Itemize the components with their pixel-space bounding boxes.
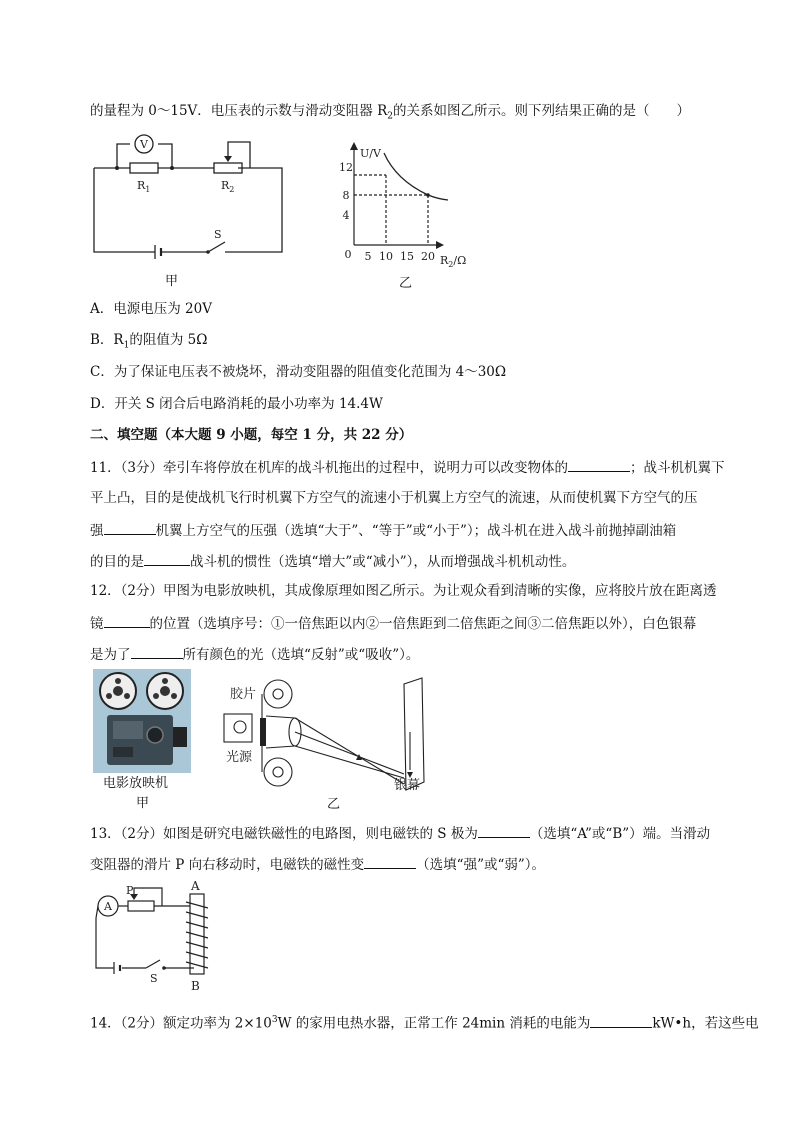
q11-line-1: 11．（3分）牵引车将停放在机库的战斗机拖出的过程中，说明力可以改变物体的 ；战斗机机翼下 (90, 456, 720, 478)
fig-jia-caption: 甲 (165, 274, 179, 289)
q10-option-a: A．电源电压为 20V (90, 301, 212, 317)
circuit-diagram-jia (90, 128, 290, 288)
svg-text:B: B (191, 979, 200, 993)
q10-stem: 的量程为 0～15V．电压表的示数与滑动变阻器 $R_2$的关系如图乙所示。则下列结果正确的是（ ） (90, 103, 690, 122)
svg-text:A: A (104, 900, 112, 913)
projector-label: 电影放映机 (103, 776, 169, 791)
answer-blank (568, 456, 630, 472)
q12-line-2: 镜 的位置（选填序号：①一倍焦距以内②一倍焦距到二倍焦距之间③二倍焦距以外），白色银幕 (90, 612, 720, 634)
svg-text:P: P (126, 884, 134, 897)
svg-text:胶片: 胶片 (230, 687, 257, 702)
projector-illustration (93, 669, 191, 773)
svg-text:U/V: U/V (360, 147, 381, 160)
svg-text:10: 10 (379, 250, 393, 263)
optics-caption: 乙 (327, 797, 341, 812)
svg-text:A: A (191, 879, 200, 893)
section-title: 二、填空题（本大题 9 小题，每空 1 分，共 22 分） (90, 427, 413, 443)
q14-line-1: 14．（2分）额定功率为 $2\times 10^3W$ 的家用电热水器，正常工作 24min 消耗的电能为 kW•h，若这些电 (90, 1010, 720, 1034)
q10-option-b: B．$R_1$的阻值为 5Ω (90, 332, 208, 351)
svg-text:4: 4 (342, 209, 350, 222)
answer-blank (104, 612, 150, 628)
electromagnet-circuit (90, 878, 230, 998)
svg-text:R2/Ω: $R_2/\Omega$ (440, 254, 467, 269)
optics-diagram (222, 674, 442, 804)
svg-text:15: 15 (400, 250, 414, 263)
q12-line-1: 12．（2分）甲图为电影放映机，其成像原理如图乙所示。为让观众看到清晰的实像，应将胶片放在距离透 (90, 583, 717, 599)
answer-blank (364, 853, 416, 869)
svg-text:0: 0 (344, 248, 352, 261)
q13-line-1: 13．（2分）如图是研究电磁铁磁性的电路图，则电磁铁的 S 极为 （选填“A”或“B”）端。当滑动 (90, 822, 720, 844)
q11-line-2: 平上凸，目的是使战机飞行时机翼下方空气的流速小于机翼上方空气的流速，从而使机翼下方空气的压 (90, 490, 698, 506)
svg-text:5: 5 (364, 250, 372, 263)
svg-text:12: 12 (339, 161, 353, 174)
answer-blank (104, 519, 156, 535)
q10-option-d: D．开关 S 闭合后电路消耗的最小功率为 14.4W (90, 396, 383, 412)
svg-text:S: S (150, 972, 158, 985)
voltmeter-label: V (140, 138, 148, 151)
q10-option-c: C．为了保证电压表不被烧坏，滑动变阻器的阻值变化范围为 4～30Ω (90, 364, 507, 380)
q13-line-2: 变阻器的滑片 P 向右移动时，电磁铁的磁性变 （选填“强”或“弱”）。 (90, 853, 720, 875)
q11-line-3: 强 机翼上方空气的压强（选填“大于”、“等于”或“小于”）；战斗机在进入战斗前抛掉副油箱 (90, 519, 720, 541)
switch-label: S (214, 228, 222, 241)
answer-blank (590, 1012, 652, 1028)
svg-text:R2: $R_2$ (221, 179, 235, 194)
svg-text:银幕: 银幕 (394, 778, 421, 793)
graph-yi (340, 140, 480, 275)
projector-caption: 甲 (136, 796, 150, 811)
answer-blank (144, 550, 190, 566)
answer-blank (131, 643, 183, 659)
answer-blank (478, 822, 530, 838)
svg-text:R1: $R_1$ (137, 179, 151, 194)
fig-yi-caption: 乙 (399, 276, 413, 291)
q12-line-3: 是为了 所有颜色的光（选填“反射”或“吸收”）。 (90, 643, 720, 665)
q11-line-4: 的目的是 战斗机的惯性（选填“增大”或“减小”），从而增强战斗机机动性。 (90, 550, 720, 572)
svg-text:光源: 光源 (226, 750, 253, 765)
svg-text:8: 8 (342, 189, 350, 202)
svg-text:20: 20 (421, 250, 435, 263)
